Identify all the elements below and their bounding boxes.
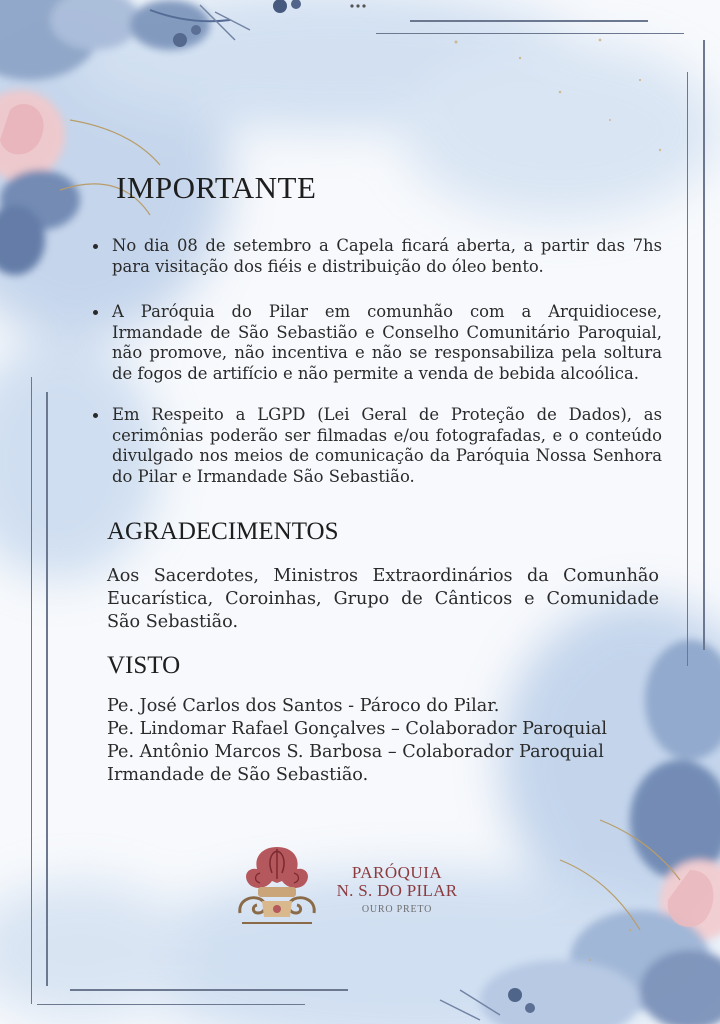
frame-line-top xyxy=(410,20,648,22)
logo-line-paroquia: PARÓQUIA xyxy=(351,863,443,882)
bullet-item-capela: No dia 08 de setembro a Capela ficará aberta, a partir das 7hs para visitação dos fiéis e distribuição do óleo bento. xyxy=(90,236,662,277)
visto-heading: VISTO xyxy=(107,652,181,679)
bullet-item-fogos: A Paróquia do Pilar em comunhão com a Arquidiocese, Irmandade de São Sebastião e Conselho Comunitário Paroquial, não promove, não incentiva e não se responsabiliza pela soltura de fogos de artifício e não permite a venda de bebida alcoólica. xyxy=(90,302,662,384)
visto-line: Pe. Lindomar Rafael Gonçalves – Colaborador Paroquial xyxy=(107,719,608,739)
frame-line-bottom-inner xyxy=(70,989,348,991)
visto-signatures xyxy=(107,695,659,787)
frame-line-right-inner xyxy=(687,72,688,666)
agradecimentos-text: Aos Sacerdotes, Ministros Extraordinários da Comunhão Eucarística, Coroinhas, Grupo de Cânticos e Comunidade São Sebastião. xyxy=(107,566,659,632)
more-dots-icon xyxy=(349,2,369,10)
logo-line-city: OURO PRETO xyxy=(361,904,433,915)
importante-bullet-list xyxy=(90,405,662,487)
frame-line-left-outer xyxy=(31,377,32,1004)
frame-line-left-inner xyxy=(46,392,48,986)
frame-line-top-inner xyxy=(376,33,684,34)
frame-line-bottom xyxy=(37,1004,305,1005)
frame-line-right-outer xyxy=(703,40,705,650)
visto-line: Irmandade de São Sebastião. xyxy=(107,765,369,785)
visto-line: Pe. José Carlos dos Santos - Pároco do Pilar. xyxy=(107,696,500,716)
bullet-item-lgpd: Em Respeito a LGPD (Lei Geral de Proteção de Dados), as cerimônias poderão ser filmadas e/ou fotografadas, e o conteúdo divulgado nos meios de comunicação da Paróquia Nossa Senhora do Pilar e Irmandade São Sebastião. xyxy=(90,405,662,487)
parish-name-block xyxy=(326,863,468,915)
logo-line-pilar: N. S. DO PILAR xyxy=(336,881,458,900)
parish-emblem-icon xyxy=(232,843,322,929)
importante-bullet-list xyxy=(90,236,662,277)
importante-bullet-list xyxy=(90,302,662,384)
importante-heading: IMPORTANTE xyxy=(116,170,317,205)
visto-line: Pe. Antônio Marcos S. Barbosa – Colaborador Paroquial xyxy=(107,742,604,762)
agradecimentos-heading: AGRADECIMENTOS xyxy=(107,518,339,545)
